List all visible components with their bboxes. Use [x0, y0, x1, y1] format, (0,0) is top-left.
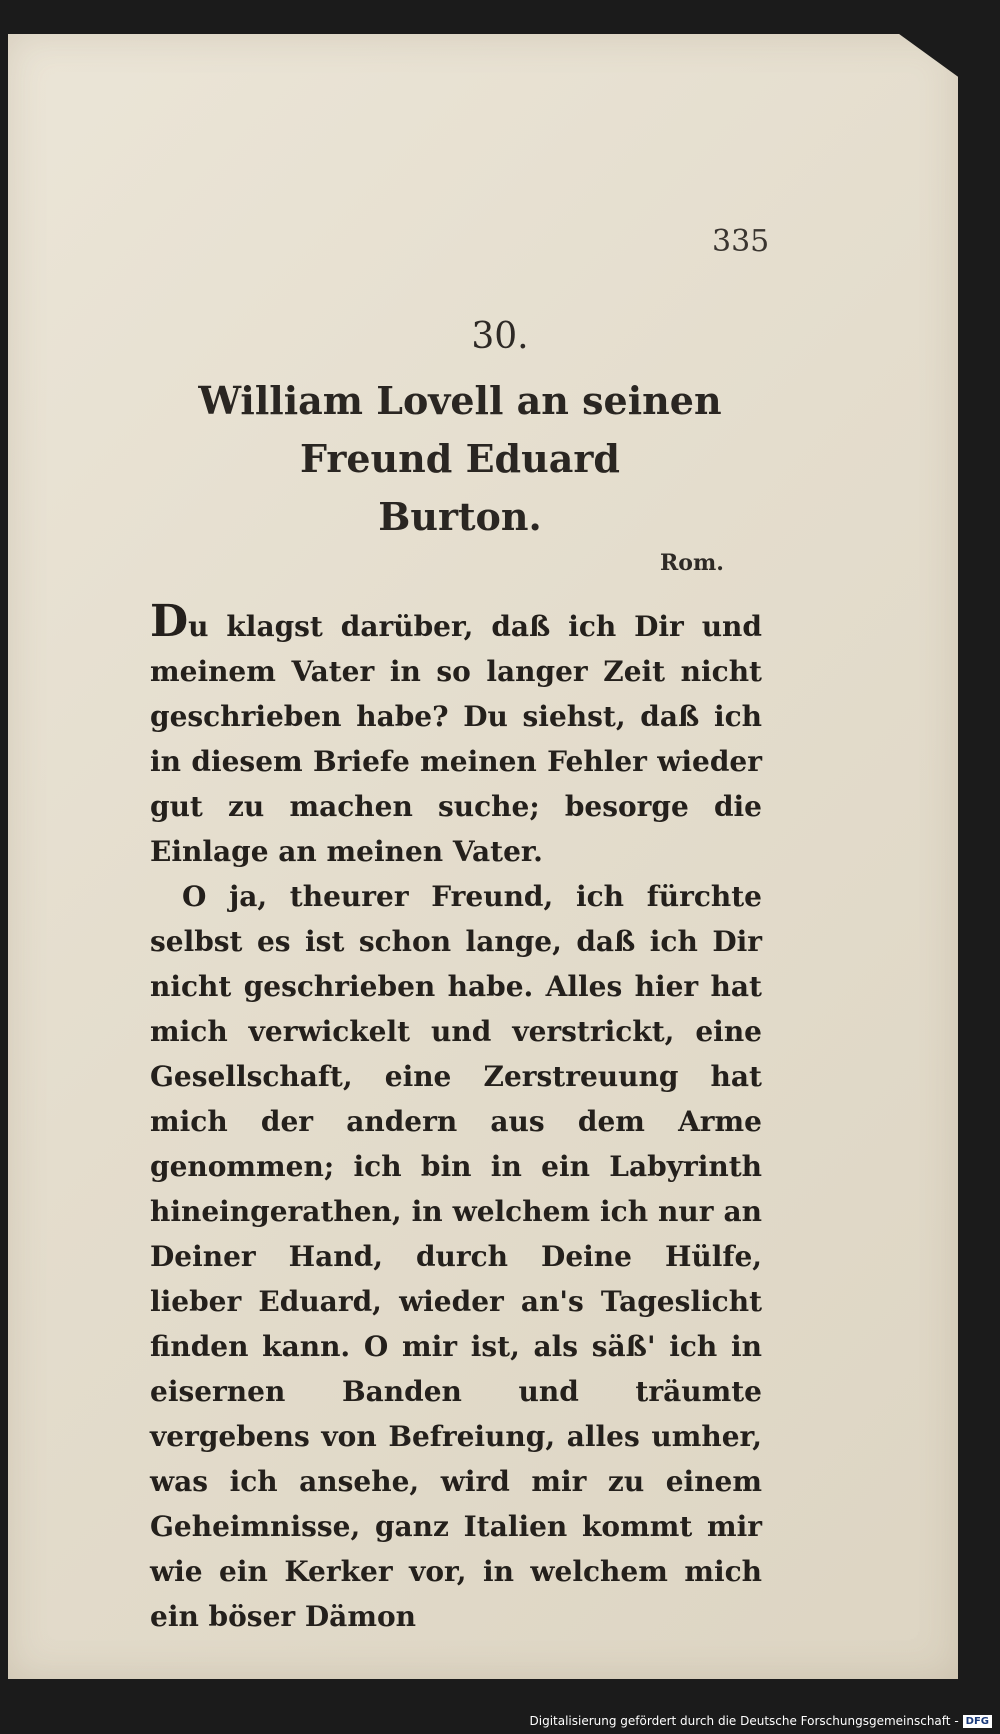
drop-cap: D [150, 596, 189, 647]
digitization-credit [530, 1714, 993, 1728]
place-line: Rom. [660, 550, 724, 576]
letter-heading [140, 372, 780, 546]
heading-line-1: William Lovell an seinen Freund Eduard [198, 378, 722, 481]
paragraph-1 [150, 596, 762, 874]
paragraph-2: O ja, theurer Freund, ich fürchte selbst es ist schon lange, daß ich Dir nicht geschrieben habe. Alles hier hat mich verwickelt und verstrickt, eine Gesellschaft, eine Zerstreuung hat mich der andern aus dem Arme genommen; ich bin in ein Labyrinth hineingerathen, in welchem ich nur an Deiner Hand, durch Deine Hülfe, lieber Eduard, wieder an's Tageslicht finden kann. O mir ist, als säß' ich in eisernen Banden und träumte vergebens von Befreiung, alles umher, was ich ansehe, wird mir zu einem Geheimnisse, ganz Italien kommt mir wie ein Kerker vor, in welchem mich ein böser Dämon [150, 880, 762, 1633]
body-text [150, 596, 762, 1639]
letter-number: 30. [471, 316, 529, 357]
credit-text: Digitalisierung gefördert durch die Deutsche Forschungsgemeinschaft - [529, 1714, 959, 1728]
paragraph-1-text: u klagst darüber, daß ich Dir und meinem Vater in so langer Zeit nicht geschrieben habe? Du siehst, daß ich in diesem Briefe meinen Fehler wieder gut zu machen suche; besorge die Einlage an meinen Vater. [150, 610, 762, 868]
heading-line-2: Burton. [378, 494, 542, 539]
page-number: 335 [712, 224, 770, 259]
dfg-logo: DFG [963, 1715, 992, 1728]
